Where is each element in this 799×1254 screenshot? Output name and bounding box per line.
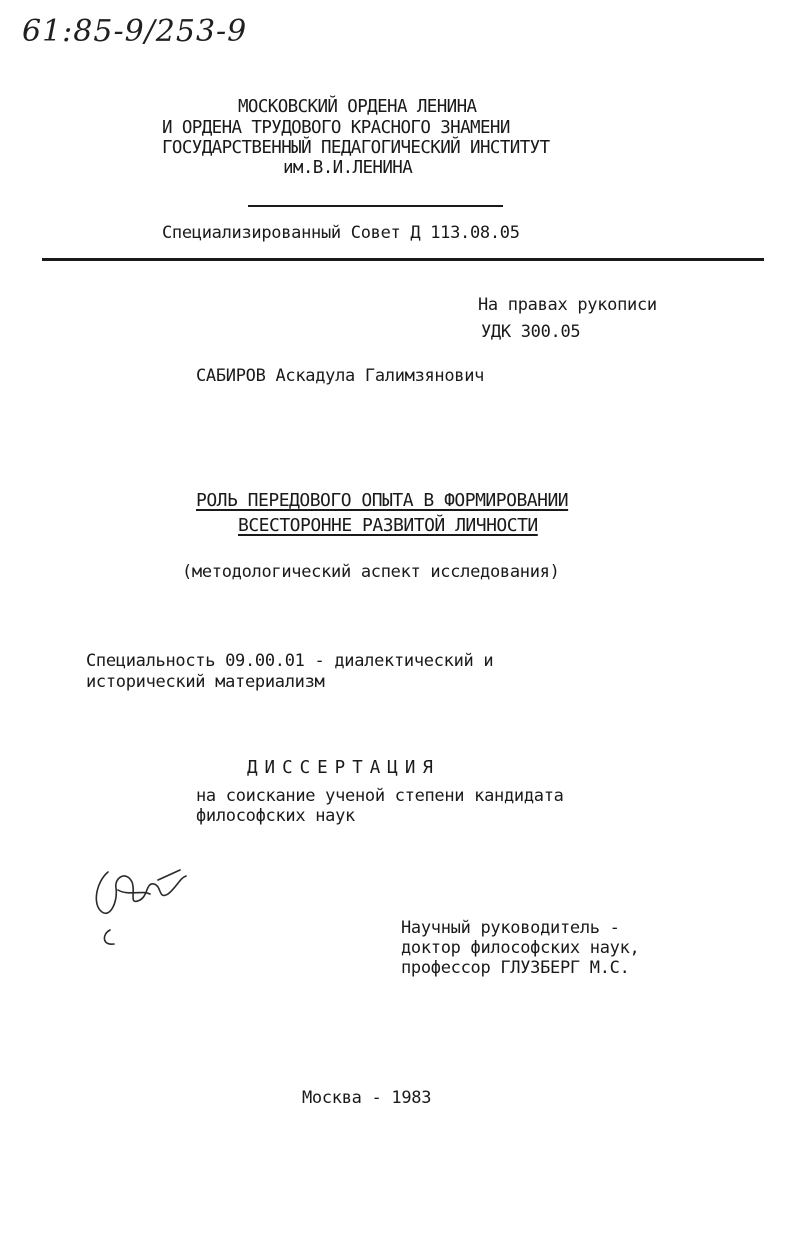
specialty-line-1: Специальность 09.00.01 - диалектический и	[86, 651, 494, 671]
title-line-2: ВСЕСТОРОННЕ РАЗВИТОЙ ЛИЧНОСТИ	[238, 515, 538, 536]
signature-image	[88, 860, 198, 950]
supervisor-line-1: Научный руководитель -	[401, 918, 620, 938]
supervisor-line-2: доктор философских наук,	[401, 938, 640, 958]
dissertation-heading: ДИССЕРТАЦИЯ	[247, 758, 440, 778]
supervisor-line-3: профессор ГЛУЗБЕРГ М.С.	[401, 958, 630, 978]
short-divider	[248, 205, 503, 207]
long-divider	[42, 258, 764, 261]
title-subtitle: (методологический аспект исследования)	[182, 562, 560, 582]
institution-line-3: ГОСУДАРСТВЕННЫЙ ПЕДАГОГИЧЕСКИЙ ИНСТИТУТ	[162, 138, 550, 158]
degree-line-1: на соискание ученой степени кандидата	[196, 786, 564, 806]
rights-notice: На правах рукописи	[478, 295, 657, 315]
author-name: САБИРОВ Аскадула Галимзянович	[196, 366, 485, 386]
city-year: Москва - 1983	[302, 1088, 432, 1108]
institution-line-1: МОСКОВСКИЙ ОРДЕНА ЛЕНИНА	[238, 97, 477, 117]
archive-code-handwritten: 61:85-9/253-9	[22, 14, 248, 49]
title-line-1: РОЛЬ ПЕРЕДОВОГО ОПЫТА В ФОРМИРОВАНИИ	[196, 490, 569, 511]
council-line: Специализированный Совет Д 113.08.05	[162, 223, 520, 243]
udk-code: УДК 300.05	[481, 322, 581, 342]
specialty-line-2: исторический материализм	[86, 672, 325, 692]
institution-line-2: И ОРДЕНА ТРУДОВОГО КРАСНОГО ЗНАМЕНИ	[162, 118, 510, 138]
institution-line-4: им.В.И.ЛЕНИНА	[283, 158, 413, 178]
degree-line-2: философских наук	[196, 806, 355, 826]
